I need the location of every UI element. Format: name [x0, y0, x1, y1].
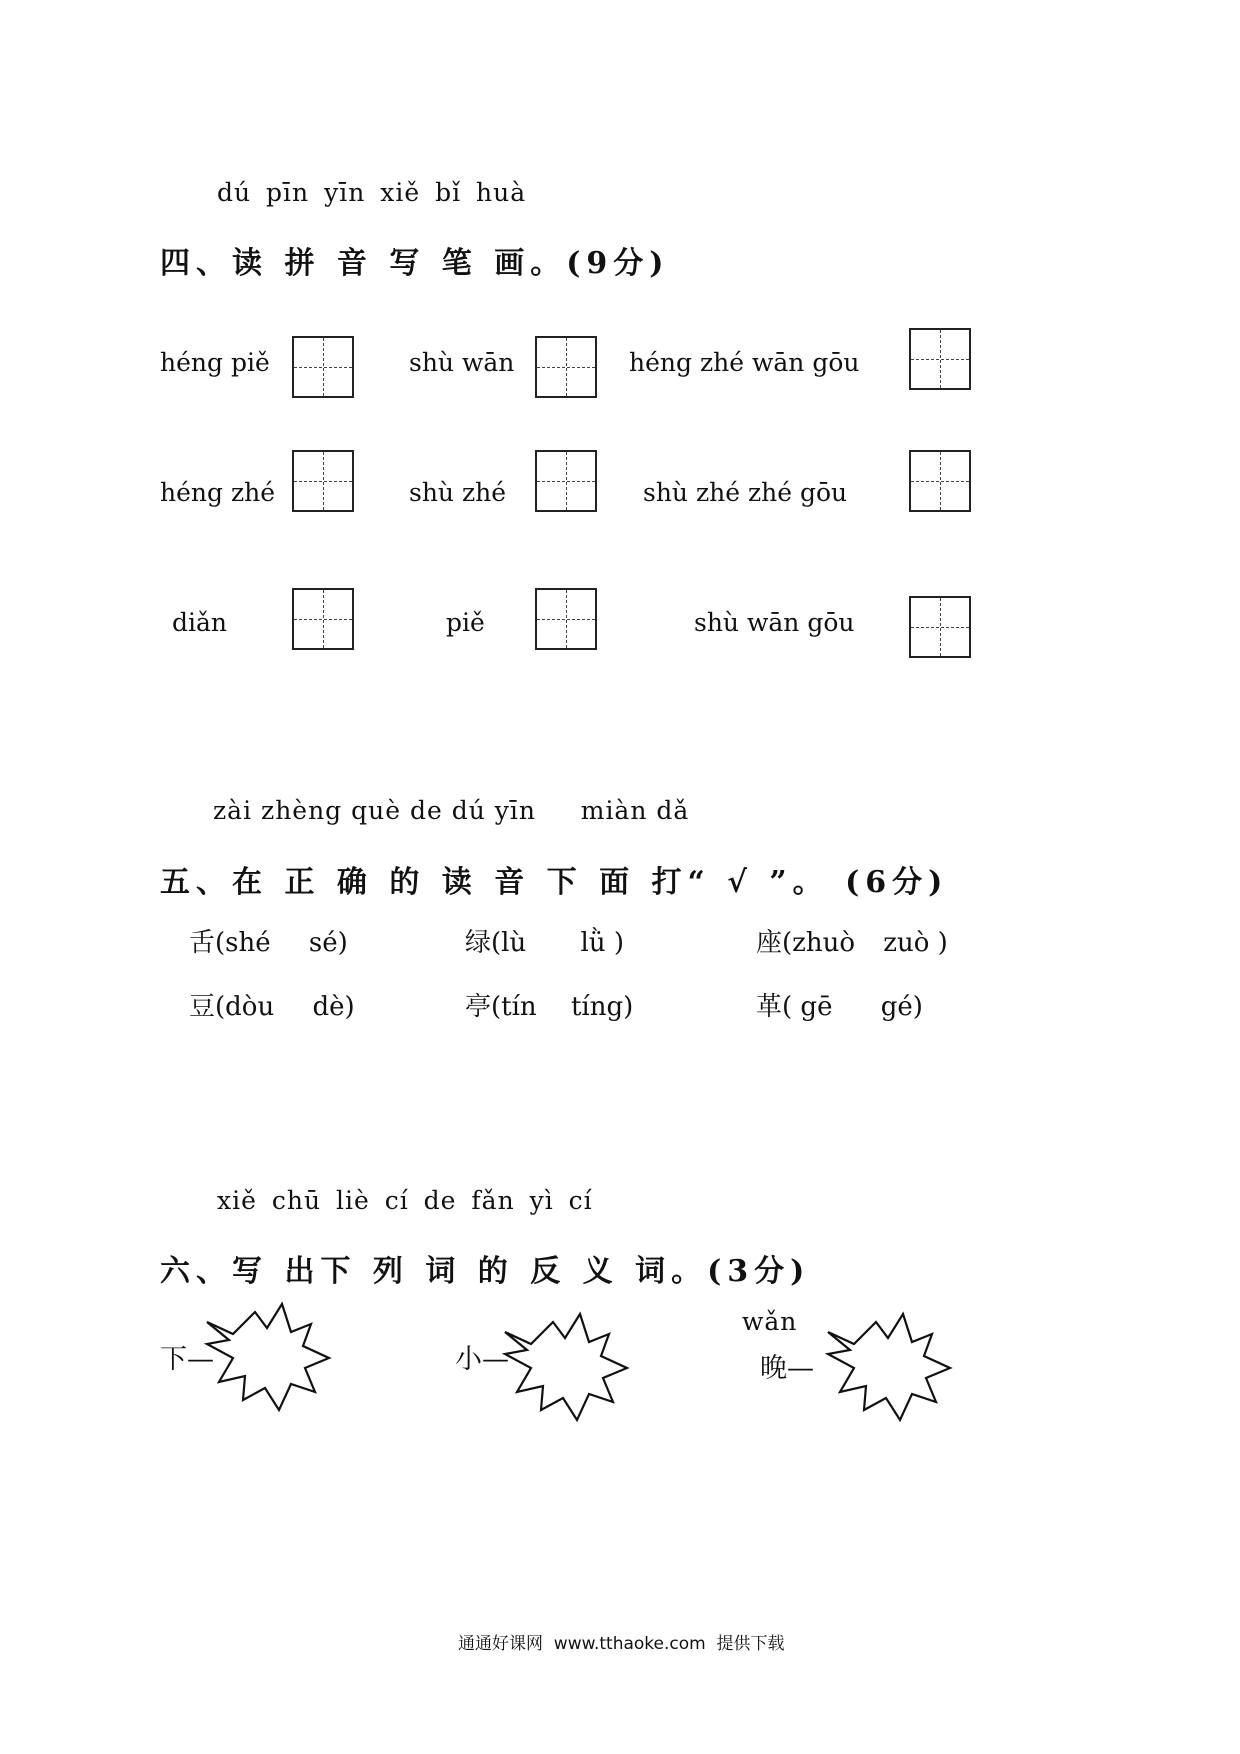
stroke-label: shù wān gōu [694, 608, 855, 637]
section5-pinyin: zài zhèng què de dú yīn miàn dǎ [213, 796, 690, 825]
option-b[interactable]: lǜ ) [580, 928, 624, 958]
option-b[interactable]: gé) [880, 992, 923, 1022]
stroke-label: shù zhé [409, 478, 507, 507]
antonym-word: 小— [455, 1344, 509, 1375]
stroke-label: héng zhé [160, 478, 276, 507]
reading-option-row [756, 986, 923, 1023]
writing-box[interactable] [909, 328, 971, 390]
section5-heading: 五、在 正 确 的 读 音 下 面 打“ √ ”。 (6分) [160, 865, 949, 900]
starburst-answer-box[interactable] [505, 1314, 635, 1424]
section4-heading: 四、读 拼 音 写 笔 画。(9分) [160, 246, 670, 281]
writing-box[interactable] [909, 596, 971, 658]
option-char: 舌 [189, 928, 216, 958]
antonym-pinyin: wǎn [742, 1307, 798, 1336]
stroke-label: diǎn [172, 608, 228, 637]
option-a[interactable]: (lù [491, 928, 527, 958]
option-char: 绿 [465, 928, 492, 958]
stroke-label: shù zhé zhé gōu [643, 478, 848, 507]
option-a[interactable]: (shé [215, 928, 271, 958]
writing-box[interactable] [292, 336, 354, 398]
starburst-answer-box[interactable] [828, 1314, 958, 1424]
section4-pinyin: dú pīn yīn xiě bǐ huà [217, 178, 527, 207]
section6-pinyin: xiě chū liè cí de fǎn yì cí [217, 1186, 593, 1215]
option-b[interactable]: zuò ) [883, 928, 948, 958]
writing-box[interactable] [292, 588, 354, 650]
antonym-word: 晚— [760, 1353, 814, 1384]
section6-heading: 六、写 出下 列 词 的 反 义 词。(3分) [160, 1254, 811, 1289]
reading-option-row [465, 922, 624, 959]
reading-option-row [465, 986, 633, 1023]
reading-option-row [756, 922, 948, 959]
stroke-label: piě [446, 608, 485, 637]
antonym-word: 下— [160, 1344, 214, 1375]
reading-option-row [189, 986, 355, 1023]
writing-box[interactable] [535, 588, 597, 650]
stroke-label: héng zhé wān gōu [629, 348, 860, 377]
option-char: 座 [756, 928, 783, 958]
option-b[interactable]: dè) [312, 992, 355, 1022]
starburst-answer-box[interactable] [207, 1304, 337, 1414]
option-b[interactable]: sé) [308, 928, 348, 958]
option-a[interactable]: ( gē [782, 992, 833, 1022]
option-char: 亭 [465, 992, 492, 1022]
option-b[interactable]: tíng) [570, 992, 634, 1022]
writing-box[interactable] [535, 336, 597, 398]
option-a[interactable]: (zhuò [782, 928, 856, 958]
reading-option-row [189, 922, 348, 959]
option-char: 革 [756, 992, 783, 1022]
writing-box[interactable] [535, 450, 597, 512]
footer-source: 通通好课网 www.tthaoke.com 提供下载 [458, 1634, 785, 1654]
writing-box[interactable] [909, 450, 971, 512]
writing-box[interactable] [292, 450, 354, 512]
option-char: 豆 [189, 992, 216, 1022]
option-a[interactable]: (dòu [215, 992, 275, 1022]
stroke-label: shù wān [409, 348, 515, 377]
option-a[interactable]: (tín [491, 992, 537, 1022]
stroke-label: héng piě [160, 348, 270, 377]
